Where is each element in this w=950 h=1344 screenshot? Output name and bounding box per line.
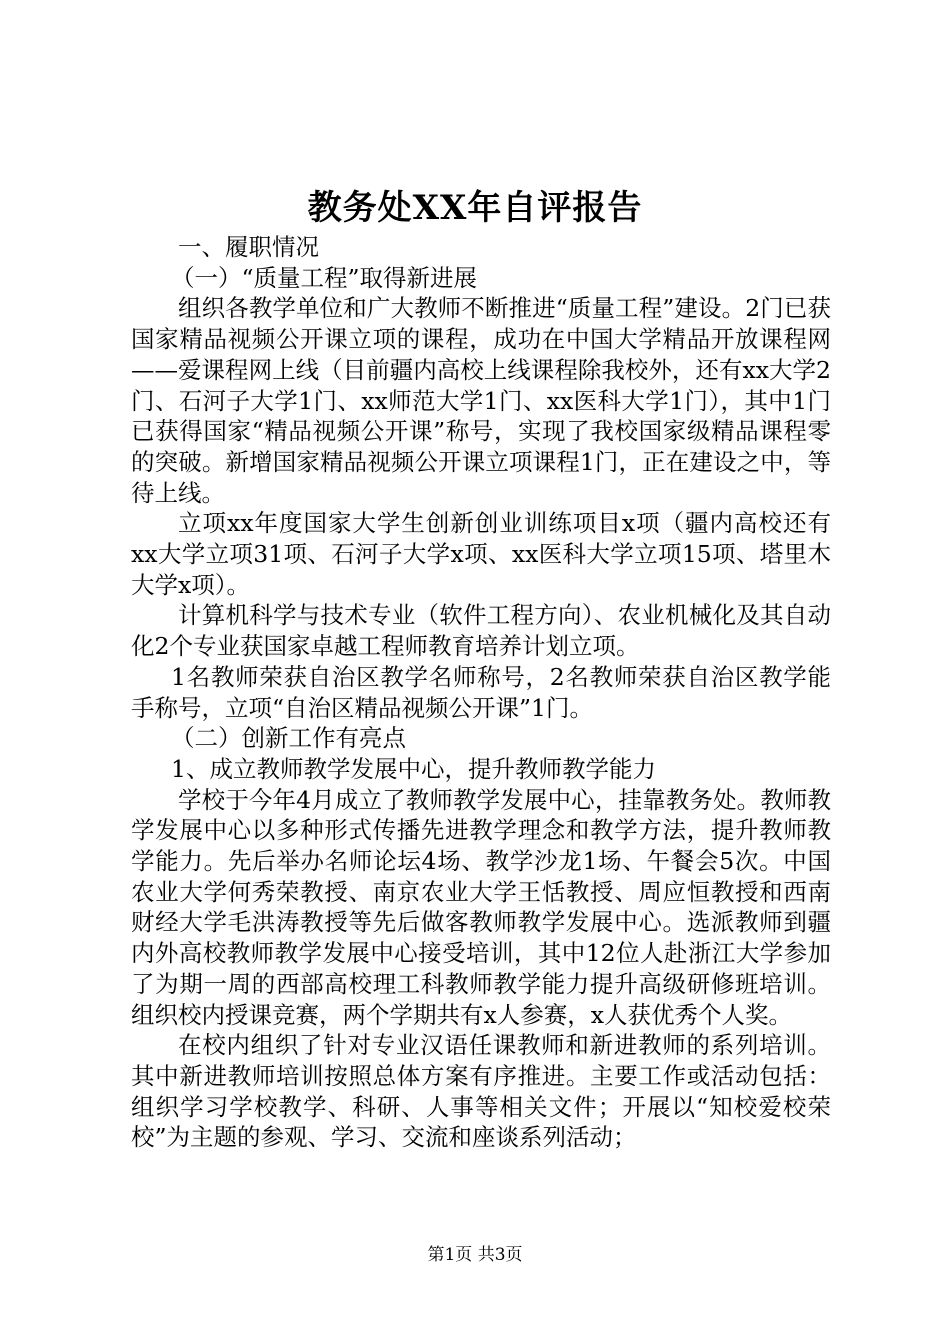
paragraph: 学校于今年4月成立了教师教学发展中心，挂靠教务处。教师教学发展中心以多种形式传播先进教学理念和教学方法，提升教师教学能力。先后举办名师论坛4场、教学沙龙1场、午餐会5次。中国农业大学何秀荣教授、南京农业大学王恬教授、周应恒教授和西南财经大学毛洪涛教授等先后做客教师教学发展中心。选派教师到疆内外高校教师教学发展中心接受培训，其中12位人赴浙江大学参加了为期一周的西部高校理工科教师教学能力提升高级研修班培训。组织校内授课竞赛，两个学期共有x人参赛，x人获优秀个人奖。	[131, 785, 831, 1029]
subsection-heading: （一）“质量工程”取得新进展	[171, 263, 478, 292]
document-body	[131, 232, 831, 1153]
subsection-heading: （二）创新工作有亮点	[171, 724, 406, 753]
section-heading: 一、履职情况	[178, 233, 319, 261]
paragraph: 计算机科学与技术专业（软件工程方向）、农业机械化及其自动化2个专业获国家卓越工程师教育培养计划立项。	[131, 601, 831, 661]
paragraph: 立项xx年度国家大学生创新创业训练项目x项（疆内高校还有xx大学立项31项、石河子大学x项、xx医科大学立项15项、塔里木大学x项）。	[131, 509, 831, 599]
paragraph: 组织各教学单位和广大教师不断推进“质量工程”建设。2门已获国家精品视频公开课立项的课程，成功在中国大学精品开放课程网——爱课程网上线（目前疆内高校上线课程除我校外，还有xx大学2门、石河子大学1门、xx师范大学1门、xx医科大学1门），其中1门已获得国家“精品视频公开课”称号，实现了我校国家级精品课程零的突破。新增国家精品视频公开课立项课程1门，正在建设之中，等待上线。	[131, 294, 831, 507]
item-heading: 1、成立教师教学发展中心，提升教师教学能力	[171, 754, 656, 783]
paragraph: 在校内组织了针对专业汉语任课教师和新进教师的系列培训。其中新进教师培训按照总体方案有序推进。主要工作或活动包括：组织学习学校教学、科研、人事等相关文件；开展以“知校爱校荣校”为主题的参观、学习、交流和座谈系列活动；	[131, 1031, 831, 1152]
paragraph: 1名教师荣获自治区教学名师称号，2名教师荣获自治区教学能手称号，立项“自治区精品视频公开课”1门。	[131, 662, 831, 722]
page-footer: 第1页 共3页	[427, 1245, 523, 1265]
document-title: 教务处XX年自评报告	[307, 188, 643, 228]
